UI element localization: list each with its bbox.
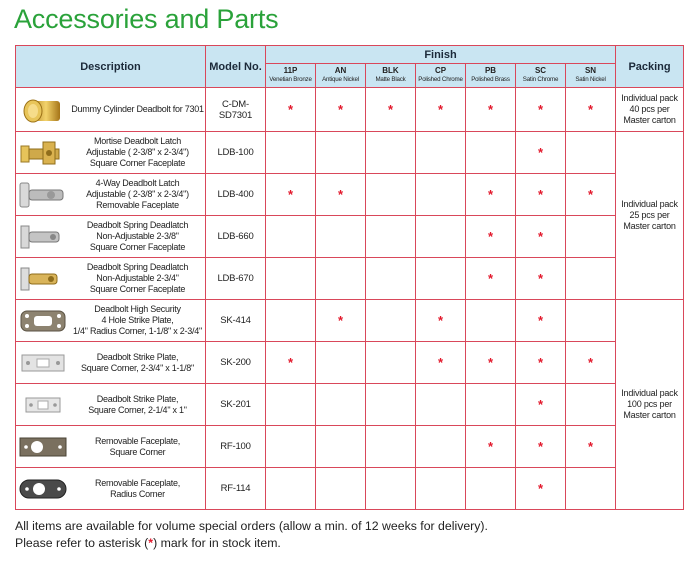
description-cell (16, 88, 206, 132)
description-cell (16, 174, 206, 216)
finish-cell-cp (416, 216, 466, 258)
model-cell: SK-200 (206, 342, 266, 384)
finish-cell-pb (466, 468, 516, 510)
description-line: Deadbolt Strike Plate, (96, 351, 179, 362)
finish-cell-pb (466, 88, 516, 132)
finish-cell-11p (266, 174, 316, 216)
finish-cell-pb (466, 174, 516, 216)
description-line: Removable Faceplate, (94, 477, 181, 488)
in-stock-asterisk: * (287, 355, 294, 370)
finish-cell-blk (366, 174, 416, 216)
model-cell: SK-201 (206, 384, 266, 426)
finish-cell-sc (516, 88, 566, 132)
high-security-strike-icon (16, 302, 70, 340)
finish-cell-blk (366, 300, 416, 342)
description-text (70, 104, 205, 115)
finish-code: PB (484, 66, 497, 75)
finish-cell-pb (466, 384, 516, 426)
model-cell: RF-114 (206, 468, 266, 510)
finish-header: Finish (266, 46, 616, 64)
model-cell: LDB-100 (206, 132, 266, 174)
description-line: Removable Faceplate (96, 200, 179, 210)
table-row (16, 174, 684, 216)
finish-cell-11p (266, 258, 316, 300)
in-stock-asterisk: * (437, 102, 444, 117)
finish-cell-sc (516, 342, 566, 384)
description-text (70, 220, 205, 253)
in-stock-asterisk: * (537, 145, 544, 160)
finish-code: CP (434, 66, 447, 75)
in-stock-asterisk: * (487, 439, 494, 454)
faceplate-square-icon (16, 428, 70, 466)
in-stock-asterisk: * (387, 102, 394, 117)
finish-cell-cp (416, 342, 466, 384)
finish-cell-sc (516, 132, 566, 174)
description-cell (16, 426, 206, 468)
finish-cell-cp (416, 88, 466, 132)
finish-cell-an (316, 174, 366, 216)
finish-cell-pb (466, 342, 516, 384)
description-cell (16, 132, 206, 174)
in-stock-asterisk: * (587, 102, 594, 117)
description-line: Non-Adjustable 2-3/8" (96, 231, 179, 241)
finish-cell-11p (266, 426, 316, 468)
in-stock-asterisk: * (537, 187, 544, 202)
description-text (70, 436, 205, 458)
finish-code: SN (584, 66, 597, 75)
finish-cell-an (316, 132, 366, 174)
finish-cell-sn (566, 468, 616, 510)
in-stock-asterisk: * (337, 102, 344, 117)
finish-cell-cp (416, 426, 466, 468)
finish-cell-11p (266, 384, 316, 426)
packing-cell (616, 132, 684, 300)
finish-cell-cp (416, 258, 466, 300)
finish-cell-sc (516, 468, 566, 510)
packing-line: Master carton (623, 410, 676, 420)
spring-deadlatch-brass-icon (16, 260, 70, 298)
description-cell (16, 468, 206, 510)
finish-cell-sn (566, 174, 616, 216)
model-cell: LDB-660 (206, 216, 266, 258)
packing-header: Packing (616, 46, 684, 88)
model-header: Model No. (206, 46, 266, 88)
finish-cell-pb (466, 132, 516, 174)
finish-cell-11p (266, 132, 316, 174)
in-stock-asterisk: * (487, 187, 494, 202)
footnote-line-1: All items are available for volume special orders (allow a min. of 12 weeks for delivery). (15, 519, 488, 533)
finish-cell-pb (466, 426, 516, 468)
finish-cell-an (316, 342, 366, 384)
description-line: 1/4" Radius Corner, 1-1/8" x 2-3/4" (73, 326, 202, 336)
finish-cell-11p (266, 468, 316, 510)
finish-name: Antique Nickel (322, 75, 359, 83)
packing-line: Individual pack (621, 93, 678, 103)
description-line: Mortise Deadbolt Latch (93, 136, 182, 146)
finish-cell-sn (566, 426, 616, 468)
finish-cell-blk (366, 216, 416, 258)
finish-header-11p (266, 64, 316, 88)
description-line: Square Corner Faceplate (89, 284, 186, 294)
four-way-latch-icon (16, 176, 70, 214)
finish-cell-an (316, 216, 366, 258)
footnote-text-pre: Please refer to asterisk ( (15, 536, 149, 550)
table-row (16, 300, 684, 342)
footnote-line-2 (15, 535, 488, 552)
in-stock-asterisk: * (587, 187, 594, 202)
in-stock-asterisk: * (337, 313, 344, 328)
finish-cell-blk (366, 468, 416, 510)
finish-cell-blk (366, 342, 416, 384)
in-stock-asterisk: * (487, 102, 494, 117)
finish-cell-sn (566, 132, 616, 174)
finish-cell-pb (466, 300, 516, 342)
description-cell (16, 258, 206, 300)
description-cell (16, 342, 206, 384)
description-line: Non-Adjustable 2-3/4" (96, 273, 179, 283)
in-stock-asterisk: * (287, 102, 294, 117)
description-line: Square Corner (109, 446, 166, 457)
finish-cell-11p (266, 300, 316, 342)
description-line: 4-Way Deadbolt Latch (95, 178, 180, 188)
description-text (70, 394, 205, 416)
description-header: Description (16, 46, 206, 88)
description-line: Deadbolt Strike Plate, (96, 393, 179, 404)
finish-cell-sn (566, 300, 616, 342)
finish-cell-sn (566, 88, 616, 132)
description-line: Radius Corner (110, 488, 165, 499)
finish-cell-sc (516, 426, 566, 468)
table-row (16, 88, 684, 132)
finish-code: SC (534, 66, 547, 75)
finish-cell-blk (366, 88, 416, 132)
in-stock-asterisk: * (487, 355, 494, 370)
finish-cell-cp (416, 132, 466, 174)
table-row (16, 258, 684, 300)
finish-cell-cp (416, 384, 466, 426)
description-line: Square Corner, 2-1/4" x 1" (88, 404, 187, 415)
description-text (70, 352, 205, 374)
finish-cell-11p (266, 88, 316, 132)
finish-cell-blk (366, 258, 416, 300)
description-line: Adjustable ( 2-3/8" x 2-3/4") (86, 189, 189, 199)
description-line: Dummy Cylinder Deadbolt for 7301 (71, 104, 204, 114)
asterisk-mark: * (148, 536, 154, 550)
finish-cell-pb (466, 258, 516, 300)
finish-cell-cp (416, 468, 466, 510)
packing-line: Individual pack (621, 199, 678, 209)
description-line: Deadbolt Spring Deadlatch (86, 220, 189, 230)
description-text (70, 478, 205, 500)
finish-header-blk (366, 64, 416, 88)
description-cell (16, 300, 206, 342)
finish-cell-cp (416, 300, 466, 342)
finish-cell-sc (516, 300, 566, 342)
table-row (16, 384, 684, 426)
finish-cell-sn (566, 216, 616, 258)
table-row (16, 132, 684, 174)
packing-line: 40 pcs per (629, 104, 670, 114)
table-row (16, 426, 684, 468)
in-stock-asterisk: * (537, 229, 544, 244)
footnote-text-post: ) mark for in stock item. (153, 536, 281, 550)
in-stock-asterisk: * (537, 271, 544, 286)
finish-cell-an (316, 88, 366, 132)
finish-cell-sc (516, 258, 566, 300)
finish-code: BLK (382, 66, 399, 75)
table-row (16, 468, 684, 510)
accessories-table (15, 45, 684, 510)
packing-line: Master carton (623, 221, 676, 231)
finish-header-pb (466, 64, 516, 88)
in-stock-asterisk: * (487, 271, 494, 286)
table-row (16, 216, 684, 258)
description-line: Square Corner Faceplate (89, 158, 186, 168)
finish-header-cp (416, 64, 466, 88)
finish-cell-an (316, 468, 366, 510)
description-line: Square Corner Faceplate (89, 242, 186, 252)
finish-cell-blk (366, 426, 416, 468)
description-text (70, 136, 205, 169)
finish-cell-sn (566, 258, 616, 300)
finish-cell-sc (516, 216, 566, 258)
in-stock-asterisk: * (487, 229, 494, 244)
finish-cell-sc (516, 174, 566, 216)
description-text (70, 178, 205, 211)
in-stock-asterisk: * (537, 313, 544, 328)
finish-name: Matte Black (375, 75, 406, 83)
finish-cell-an (316, 426, 366, 468)
faceplate-radius-icon (16, 470, 70, 508)
description-line: Adjustable ( 2-3/8" x 2-3/4") (86, 147, 189, 157)
in-stock-asterisk: * (587, 355, 594, 370)
in-stock-asterisk: * (337, 187, 344, 202)
table-row (16, 342, 684, 384)
description-line: Removable Faceplate, (94, 435, 181, 446)
model-cell: RF-100 (206, 426, 266, 468)
finish-cell-11p (266, 216, 316, 258)
packing-line: Individual pack (621, 388, 678, 398)
finish-cell-an (316, 300, 366, 342)
finish-code: AN (334, 66, 347, 75)
in-stock-asterisk: * (537, 102, 544, 117)
finish-header-sc (516, 64, 566, 88)
description-text (70, 304, 205, 337)
packing-cell (616, 88, 684, 132)
page-title: Accessories and Parts (14, 4, 279, 34)
description-cell (16, 216, 206, 258)
finish-cell-11p (266, 342, 316, 384)
finish-cell-pb (466, 216, 516, 258)
model-cell: LDB-670 (206, 258, 266, 300)
description-line: Deadbolt Spring Deadlatch (86, 262, 189, 272)
in-stock-asterisk: * (537, 481, 544, 496)
packing-line: 25 pcs per (629, 210, 670, 220)
model-cell: C-DM-SD7301 (206, 88, 266, 132)
description-line: Square Corner, 2-3/4" x 1-1/8" (81, 362, 194, 373)
finish-code: 11P (283, 66, 298, 75)
finish-cell-blk (366, 384, 416, 426)
in-stock-asterisk: * (437, 355, 444, 370)
finish-cell-an (316, 258, 366, 300)
description-cell (16, 384, 206, 426)
finish-name: Satin Nickel (575, 75, 606, 83)
footnote (15, 518, 488, 552)
in-stock-asterisk: * (287, 187, 294, 202)
packing-line: Master carton (623, 115, 676, 125)
in-stock-asterisk: * (537, 397, 544, 412)
in-stock-asterisk: * (587, 439, 594, 454)
packing-line: 100 pcs per (627, 399, 672, 409)
in-stock-asterisk: * (437, 313, 444, 328)
packing-cell (616, 300, 684, 510)
finish-cell-sc (516, 384, 566, 426)
finish-cell-cp (416, 174, 466, 216)
model-cell: LDB-400 (206, 174, 266, 216)
finish-cell-sn (566, 342, 616, 384)
mortise-latch-icon (16, 134, 70, 172)
finish-name: Satin Chrome (522, 75, 559, 83)
description-line: 4 Hole Strike Plate, (101, 315, 174, 325)
finish-name: Polished Brass (471, 75, 510, 83)
dummy-cylinder-icon (16, 91, 70, 129)
description-text (70, 262, 205, 295)
finish-cell-blk (366, 132, 416, 174)
small-strike-plate-icon (16, 386, 70, 424)
spring-deadlatch-icon (16, 218, 70, 256)
finish-name: Venetian Bronze (269, 75, 312, 83)
strike-plate-icon (16, 344, 70, 382)
in-stock-asterisk: * (537, 355, 544, 370)
model-cell: SK-414 (206, 300, 266, 342)
in-stock-asterisk: * (537, 439, 544, 454)
description-line: Deadbolt High Security (94, 304, 181, 314)
finish-header-sn (566, 64, 616, 88)
finish-cell-sn (566, 384, 616, 426)
finish-header-an (316, 64, 366, 88)
finish-cell-an (316, 384, 366, 426)
finish-name: Polished Chrome (418, 75, 463, 83)
